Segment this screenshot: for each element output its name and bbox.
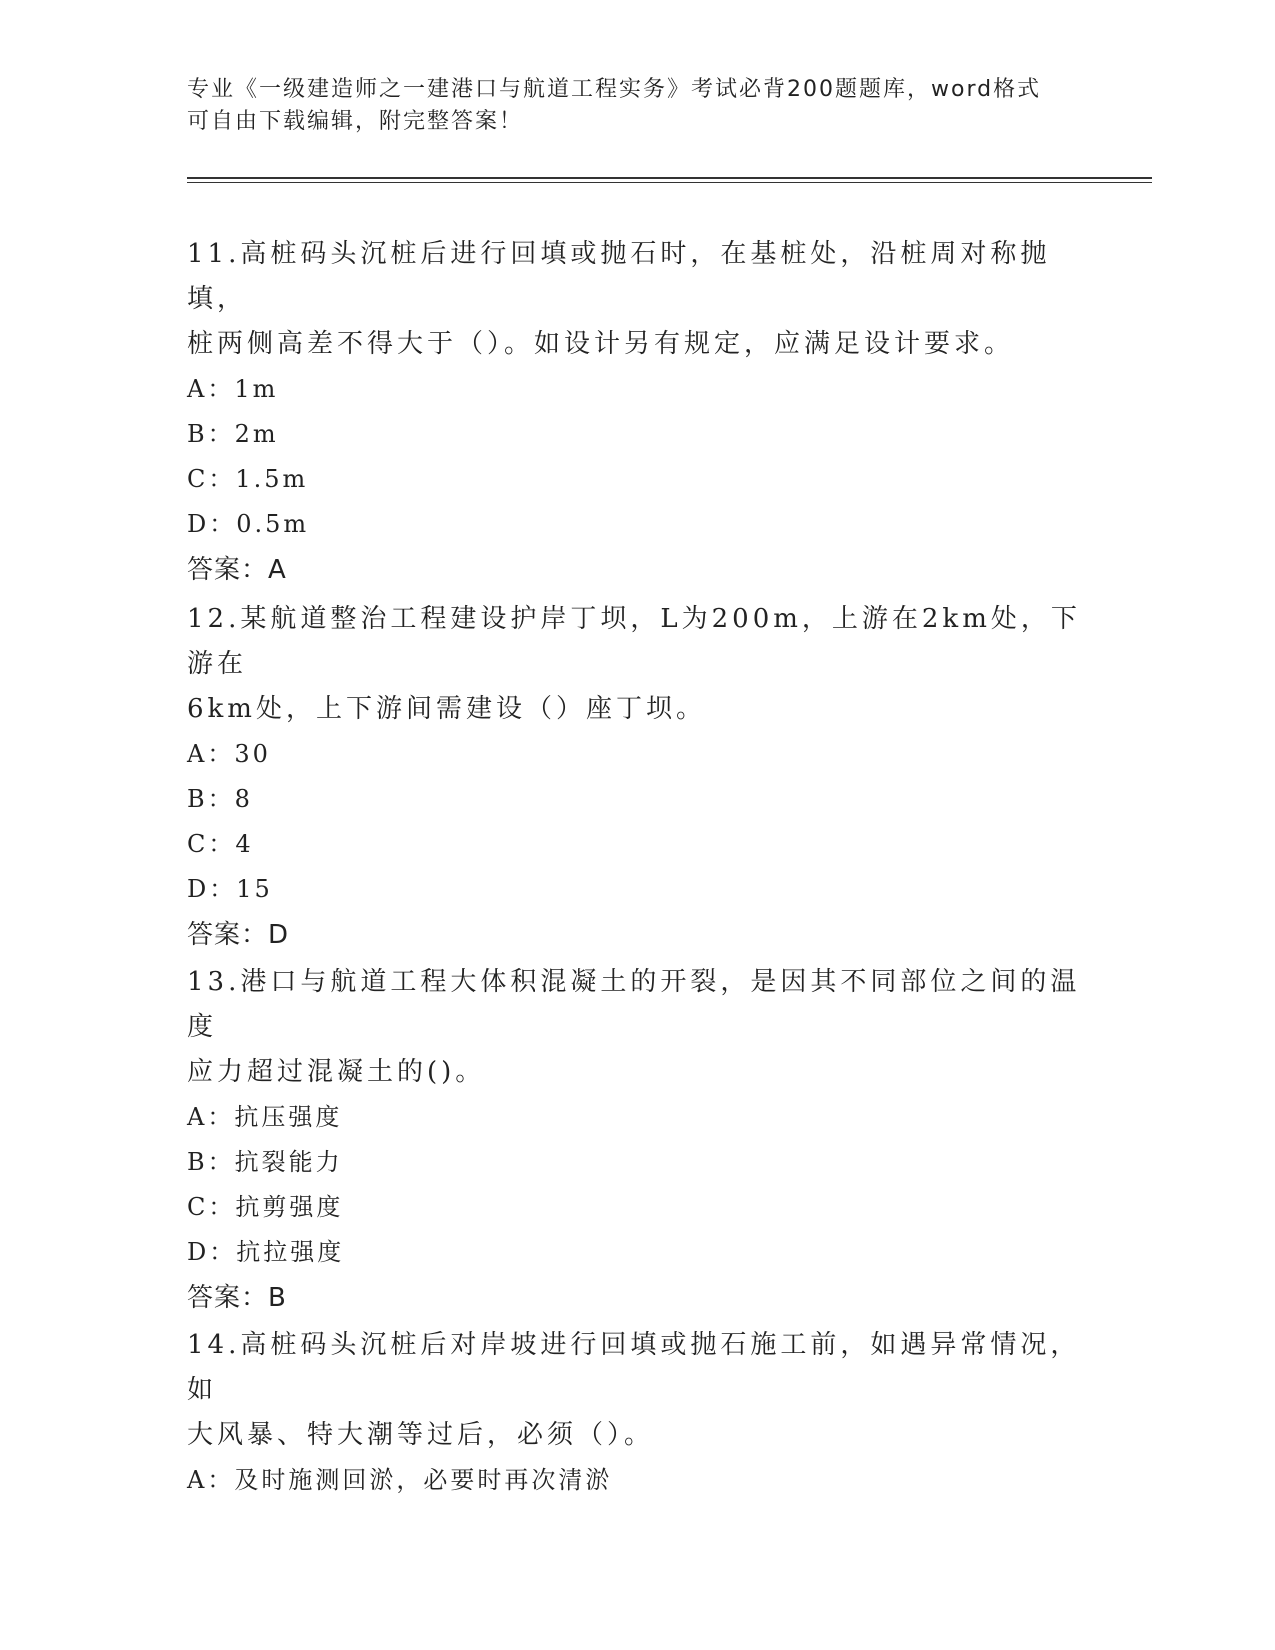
answer-line: 答案：D	[187, 920, 290, 950]
answer-line: 答案：B	[187, 1283, 287, 1313]
question-text-line-1: 11.高桩码头沉桩后进行回填或抛石时，在基桩处，沿桩周对称抛填，	[187, 239, 1051, 314]
header-divider-thick	[187, 177, 1152, 179]
option-d: D：抗拉强度	[187, 1238, 345, 1266]
question-text-line-2: 大风暴、特大潮等过后，必须（）。	[187, 1420, 655, 1450]
option-c: C：1.5m	[187, 465, 309, 493]
option-d: D：0.5m	[187, 510, 310, 538]
option-a: A：及时施测回淤，必要时再次清淤	[187, 1466, 613, 1494]
header-line-1: 专业《一级建造师之一建港口与航道工程实务》考试必背200题题库，word格式	[187, 77, 1042, 102]
question-text-line-2: 应力超过混凝土的()。	[187, 1057, 486, 1087]
answer-line: 答案：A	[187, 555, 287, 585]
question-13	[187, 960, 1087, 1321]
document-header	[187, 74, 1087, 138]
option-a: A：30	[187, 740, 271, 768]
option-a: A：抗压强度	[187, 1103, 343, 1131]
question-text-line-1: 12.某航道整治工程建设护岸丁坝，L为200m，上游在2km处，下游在	[187, 604, 1081, 679]
option-b: B：抗裂能力	[187, 1148, 343, 1176]
option-c: C：抗剪强度	[187, 1193, 344, 1221]
question-text-line-1: 14.高桩码头沉桩后对岸坡进行回填或抛石施工前，如遇异常情况，如	[187, 1330, 1081, 1405]
option-b: B：8	[187, 785, 253, 813]
option-b: B：2m	[187, 420, 279, 448]
question-text-line-1: 13.港口与航道工程大体积混凝土的开裂，是因其不同部位之间的温度	[187, 967, 1081, 1042]
option-a: A：1m	[187, 375, 279, 403]
header-line-2: 可自由下载编辑，附完整答案！	[187, 109, 524, 134]
question-11	[187, 232, 1087, 593]
header-divider-thin	[187, 182, 1152, 183]
question-14	[187, 1323, 1087, 1503]
question-text-line-2: 6km处，上下游间需建设（）座丁坝。	[187, 694, 706, 724]
question-text-line-2: 桩两侧高差不得大于（）。如设计另有规定，应满足设计要求。	[187, 329, 1015, 359]
question-12	[187, 597, 1087, 958]
option-d: D：15	[187, 875, 273, 903]
option-c: C：4	[187, 830, 254, 858]
